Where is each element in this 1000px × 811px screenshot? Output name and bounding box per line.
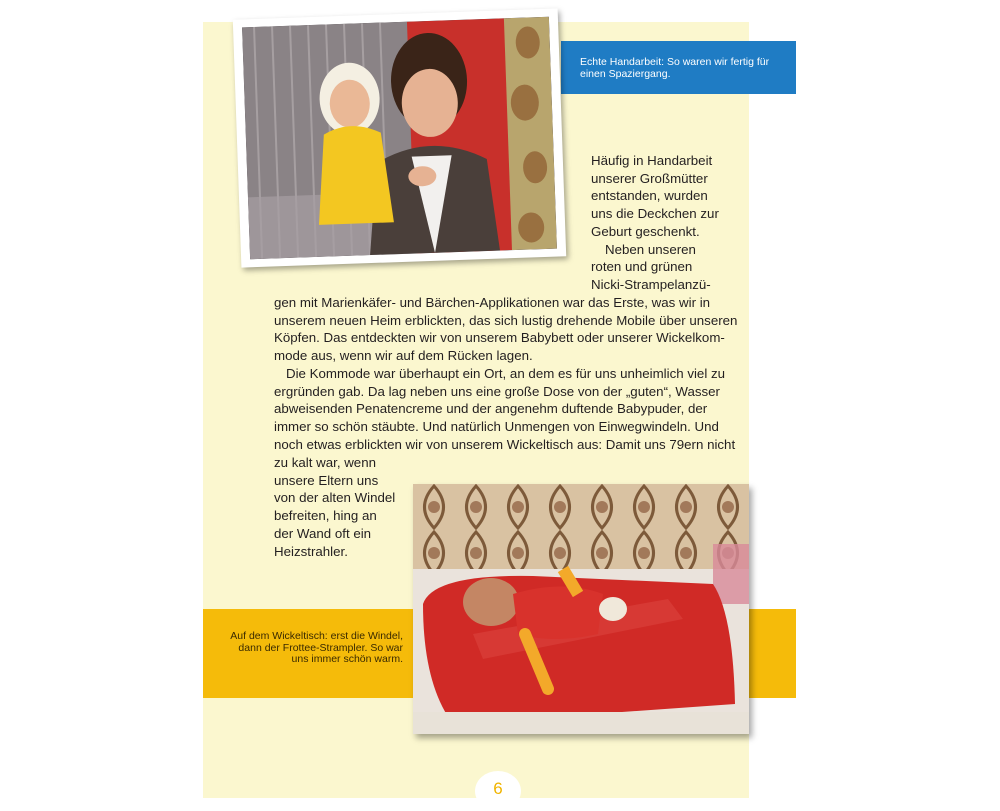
text-line: Häufig in Handarbeit [591, 153, 713, 168]
text-line: unsere Eltern uns [274, 472, 379, 488]
text-line: von der alten Windel [274, 490, 396, 506]
text-line: immer so schön stäubte. Und natürlich Unmengen von Einwegwindeln. Und [274, 418, 719, 434]
photo-caption-top: Echte Handarbeit: So waren wir fertig für einen Spaziergang. [580, 56, 770, 80]
photo-caption-bottom: Auf dem Wickeltisch: erst die Windel, dann der Frottee-Strampler. So war uns immer schön warm. [230, 630, 403, 665]
text-line: entstanden, wurden [591, 188, 708, 204]
text-line: Nicki-Strampelanzü- [591, 276, 711, 292]
page-number: 6 [475, 771, 521, 811]
text-line: Heizstrahler. [274, 543, 348, 559]
text-line: ergründen gab. Da lag neben uns eine große Dose von der „guten“, Wasser [274, 383, 720, 399]
text-line: Köpfen. Das entdeckten wir von unserem Babybett oder unserer Wickelkom- [274, 330, 725, 346]
text-line: mode aus, wenn wir auf dem Rücken lagen. [274, 348, 533, 364]
text-line: abweisenden Penatencreme und der angenehm duftende Babypuder, der [274, 401, 708, 417]
text-line: Geburt geschenkt. [591, 223, 700, 239]
text-line: unserem neuen Heim erblickten, das sich lustig drehende Mobile über unseren [274, 312, 738, 328]
text-line: befreiten, hing an [274, 508, 377, 524]
text-line: noch etwas erblickten wir von unserem Wickeltisch aus: Damit uns 79ern nicht [274, 436, 736, 452]
text-line: gen mit Marienkäfer- und Bärchen-Applikationen war das Erste, was wir in [274, 295, 711, 310]
text-line: zu kalt war, wenn [274, 455, 376, 470]
text-line: Neben unseren [605, 241, 696, 257]
text-line: roten und grünen [591, 259, 693, 275]
text-line: Die Kommode war überhaupt ein Ort, an dem es für uns unheimlich viel zu [286, 365, 726, 381]
text-line: unserer Großmütter [591, 170, 708, 186]
body-text-block-1 [591, 152, 746, 294]
body-text-block-2 [274, 294, 744, 453]
text-line: uns die Deckchen zur [591, 206, 719, 222]
body-text-block-3 [274, 454, 404, 560]
photo-baby-on-changing-table [413, 484, 749, 734]
photo-mother-and-baby [233, 8, 566, 267]
text-line: der Wand oft ein [274, 525, 372, 541]
